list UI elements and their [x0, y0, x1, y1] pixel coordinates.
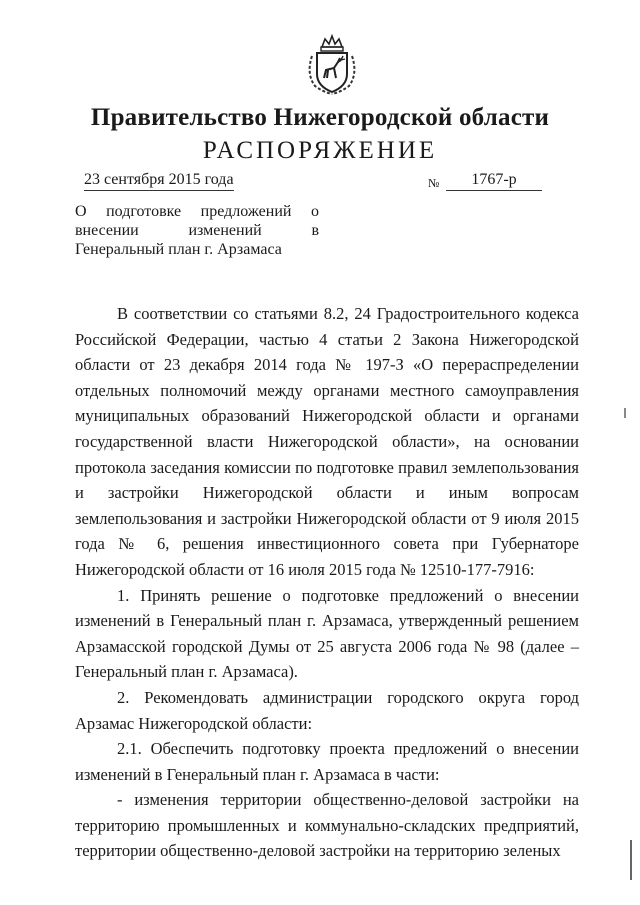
- clause-1-paragraph: 1. Принять решение о подготовке предложений о внесении изменений в Генеральный план г. Арзамаса, утвержденный решением Арзамасской городской Думы от 25 августа 2006 года № 98 (далее – Генеральный план г. Арзамаса).: [75, 585, 579, 682]
- coat-of-arms-icon: [303, 34, 361, 96]
- organization-title: Правительство Нижегородской области: [90, 104, 550, 131]
- scan-artifact: [624, 408, 626, 418]
- document-date: 23 сентября 2015 года: [84, 171, 234, 191]
- clause-2-1-item-paragraph: - изменения территории общественно-деловой застройки на территорию промышленных и коммунально-складских предприятий, территории общественно-деловой застройки на территорию зеленых: [75, 790, 579, 861]
- subject-line: О подготовке предложений о: [75, 203, 319, 220]
- document-type-title: РАСПОРЯЖЕНИЕ: [202, 137, 438, 164]
- clause-2-paragraph: 2. Рекомендовать администрации городского округа город Арзамас Нижегородской области:: [75, 687, 579, 733]
- preamble-paragraph: В соответствии со статьями 8.2, 24 Градостроительного кодекса Российской Федерации, частью 4 статьи 2 Закона Нижегородской области от 23 декабря 2014 года № 197-З «О перераспределении отдельных полномочий между органами местного самоуправления муниципальных образований Нижегородской области и органами государственной власти Нижегородской области», на основании протокола заседания комиссии по подготовке правил землепользования и застройки Нижегородской области и иным вопросам землепользования и застройки Нижегородской области от 9 июля 2015 года № 6, решения инвестиционного совета при Губернаторе Нижегородской области от 16 июля 2015 года № 12510-177-7916:: [75, 304, 579, 579]
- scan-edge-artifact: [630, 840, 632, 880]
- clause-2-1-paragraph: 2.1. Обеспечить подготовку проекта предложений о внесении изменений в Генеральный план г. Арзамаса в части:: [75, 739, 579, 784]
- document-body: [75, 301, 579, 864]
- subject-line: внесении изменений в: [75, 222, 319, 239]
- subject-line: Генеральный план г. Арзамаса: [75, 241, 282, 258]
- number-sign: №: [428, 176, 440, 190]
- document-subject: [75, 202, 319, 259]
- document-number: 1767-р: [446, 171, 542, 191]
